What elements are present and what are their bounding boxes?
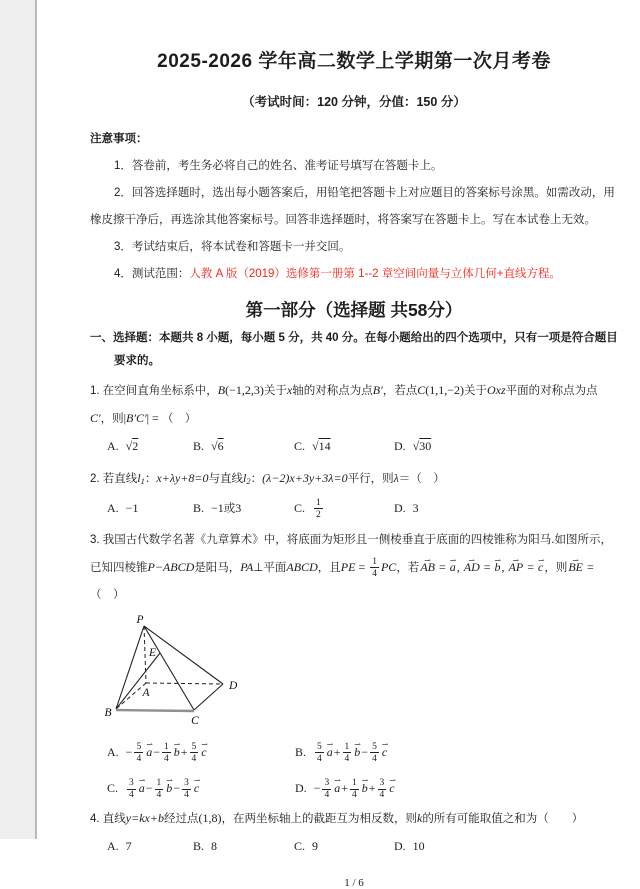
text-segment: 3. 我国古代数学名著《九章算术》中，将底面为矩形且一侧棱垂直于底面的四棱锥称为阳马.如图所示，已知四棱锥 [90, 534, 612, 574]
vector-term: ⇀ BE [568, 554, 583, 581]
fraction: $\frac{3}{4}$ [129, 777, 134, 801]
text-segment: ，且 [317, 562, 341, 574]
question-1-options [107, 433, 618, 461]
text-segment: 8 [211, 838, 218, 853]
option-c [294, 495, 394, 523]
text-segment: −1 [125, 501, 139, 515]
section-heading: 第一部分（选择题 共58分） [245, 300, 463, 320]
option-label: D. [394, 439, 406, 453]
vector-term: ⇀ b [362, 777, 368, 799]
fraction: $\frac{1}{2}$ [316, 497, 321, 520]
text-segment: 关于 [263, 385, 287, 397]
viewer-gutter [0, 0, 37, 839]
text-segment: 2 [246, 476, 251, 486]
text-segment: = [524, 560, 537, 574]
option-label: D. [394, 838, 406, 853]
option-d [295, 777, 618, 800]
option-label: C. [107, 781, 119, 796]
option-d [394, 495, 618, 523]
question-2-text [90, 465, 618, 495]
text-segment: 10 [412, 838, 425, 853]
text-segment: = [435, 560, 449, 574]
edge-bc [116, 710, 194, 711]
text-segment: 1. 在空间直角坐标系中， [90, 385, 218, 397]
text-segment: PE [340, 560, 356, 574]
option-a [107, 741, 295, 764]
text-segment: ，若 [396, 562, 420, 574]
radical: √14 [312, 439, 331, 453]
vector-term: ⇀ AD [464, 554, 480, 581]
text-segment: , [501, 560, 508, 574]
vector-term: ⇀ c [201, 741, 206, 763]
question-4-text [90, 805, 618, 833]
option-d [394, 833, 618, 861]
text-segment: 4．测试范围： [114, 268, 190, 280]
text-segment: 7 [125, 838, 132, 853]
vector-term: ⇀ b [354, 741, 360, 763]
vector-term: ⇀ a [146, 741, 152, 763]
edge-pb [116, 626, 144, 709]
fraction: $\frac{5}{4}$ [372, 741, 377, 764]
page-number: 1 / 6 [344, 876, 364, 889]
scope-highlight: 人教 A 版（2019）选修第一册第 1--2 章空间向量与立体几何+直线方程。 [189, 268, 561, 280]
text-segment: y=kx+b [125, 810, 164, 825]
question-3-text [90, 527, 618, 609]
text-segment: − [361, 745, 369, 759]
fraction: $\frac{1}{4}$ [344, 741, 350, 764]
vector-term: ⇀ AB [420, 554, 435, 581]
vector-term: ⇀ a [450, 554, 456, 581]
text-segment: ＝（ ） [398, 473, 445, 485]
text-segment: C′ [90, 411, 101, 425]
vertex-label-c: C [191, 715, 199, 727]
radical: √30 [412, 439, 432, 453]
fraction: $\frac{5}{4}$ [136, 741, 142, 764]
text-segment: 平行，则 [347, 473, 394, 485]
text-segment: PA [240, 560, 254, 574]
exam-time-score: （考试时间：120 分钟，分值：150 分） [242, 95, 466, 109]
vector-term: ⇀ a [334, 777, 340, 799]
question-1-text [90, 377, 618, 433]
vector-term: ⇀ b [495, 554, 501, 581]
exam-page [39, 0, 640, 889]
text-segment: （ ） [161, 413, 197, 425]
text-segment: − [145, 781, 153, 796]
text-segment: 的所有可能取值之和为（ ） [422, 812, 584, 825]
text-segment: x+λy+8=0 [156, 471, 209, 485]
text-segment: 与直线 [208, 473, 244, 485]
text-segment: | [123, 411, 127, 425]
text-segment: （ ） [90, 589, 125, 601]
text-segment: + [333, 745, 341, 759]
text-segment: 轴的对称点为点 [292, 385, 373, 397]
vertex-label-a: A [142, 687, 150, 699]
text-segment: 3 [412, 501, 419, 515]
text-segment: + [341, 781, 348, 796]
text-segment: Oxz [486, 383, 506, 397]
vertex-label-d: D [229, 680, 238, 692]
text-segment: l [243, 471, 247, 485]
fraction: $\frac{5}{4}$ [317, 741, 322, 764]
text-segment: 平面的对称点为点 [505, 385, 598, 397]
radical: √6 [211, 439, 224, 453]
text-segment: − [125, 745, 133, 759]
fraction: $\frac{1}{4}$ [163, 741, 169, 764]
fraction: $\frac{1}{4}$ [351, 777, 357, 801]
text-segment: ，在两坐标轴上的截距互为相反数，则 [221, 812, 417, 825]
option-a [107, 433, 193, 461]
pyramid-figure [96, 613, 618, 733]
text-segment: 3 [235, 501, 242, 515]
vector-term: ⇀ c [389, 777, 394, 799]
option-b [193, 495, 294, 523]
section-instruction: 一、选择题：本题共 8 小题，每小题 5 分，共 40 分。在每小题给出的四个选项中，只有一项是符合题目要求的。 [90, 332, 618, 367]
text-segment: 4. 直线 [90, 812, 126, 825]
text-segment: x [286, 383, 293, 397]
text-segment: PC [380, 560, 397, 574]
text-segment: − [153, 745, 160, 759]
fraction: $\frac{1}{4}$ [156, 777, 162, 801]
text-segment: (−1,2,3) [225, 383, 264, 397]
text-segment: 关于 [463, 385, 487, 397]
text-segment: = [584, 560, 594, 574]
notice-item-1: 1．答卷前，考生务必将自己的姓名、准考证号填写在答题卡上。 [114, 160, 443, 172]
option-a [107, 833, 193, 861]
text-segment: B [217, 383, 226, 397]
option-label: B. [193, 501, 205, 515]
option-label: B. [193, 838, 205, 853]
edge-be [116, 653, 160, 709]
text-segment: = [355, 560, 369, 574]
text-segment: 9 [312, 838, 319, 853]
option-d [394, 433, 618, 461]
text-segment: ⊥平面 [253, 562, 287, 574]
edge-dc [194, 684, 223, 710]
vertex-label-b: B [104, 707, 112, 719]
text-segment: 是阳马， [194, 562, 241, 574]
notice-item-4 [90, 261, 618, 288]
text-segment: 2. 若直线 [90, 473, 138, 485]
text-segment: (1,1,−2) [425, 383, 464, 397]
text-segment: , [456, 560, 463, 574]
text-segment: 经过点 [163, 812, 199, 825]
notice-item-2: 2．回答选择题时，选出每小题答案后，用铅笔把答题卡上对应题目的答案标号涂黑。如需改动，用橡皮擦干净后，再选涂其他答案标号。回答非选择题时，将答案写在答题卡上。写在本试卷上无效。 [90, 187, 615, 226]
vector-term: ⇀ AP [509, 554, 524, 581]
text-segment: 或 [223, 503, 236, 515]
vector-term: ⇀ a [139, 777, 145, 799]
text-segment: B′C′ [126, 411, 147, 425]
option-label: B. [295, 745, 307, 759]
option-c [107, 777, 295, 800]
pyramid-svg [96, 613, 264, 728]
text-segment: l [137, 471, 141, 485]
page-title: 2025-2026 学年高二数学上学期第一次月考卷 [157, 51, 551, 72]
option-b [193, 433, 294, 461]
option-label: D. [394, 501, 406, 515]
vector-term: ⇀ b [174, 741, 180, 763]
text-segment: − [173, 781, 181, 796]
text-segment: + [180, 745, 188, 759]
text-segment: k [416, 810, 423, 825]
text-segment: ，则 [100, 413, 124, 425]
fraction: $\frac{1}{4}$ [372, 556, 377, 579]
text-segment: C [417, 383, 426, 397]
text-segment: + [368, 781, 376, 796]
vector-term: ⇀ a [327, 741, 333, 763]
option-label: C. [294, 439, 306, 453]
notice-heading: 注意事项： [90, 133, 148, 145]
edge-pc [144, 626, 194, 710]
option-b [295, 741, 618, 764]
option-label: A. [107, 838, 119, 853]
question-2-options [107, 495, 618, 523]
text-segment: − [313, 781, 321, 796]
vertex-label-e: E [148, 647, 156, 659]
option-label: B. [193, 439, 205, 453]
text-segment: ，则 [544, 562, 568, 574]
option-label: A. [107, 501, 119, 515]
vector-term: ⇀ c [194, 777, 199, 799]
option-label: A. [107, 745, 119, 759]
vector-term: ⇀ c [538, 554, 543, 581]
text-segment: λ [393, 471, 399, 485]
text-segment: ，若点 [382, 385, 418, 397]
question-4-options [107, 833, 618, 861]
text-segment: ： [144, 473, 157, 485]
text-segment: P−ABCD [147, 560, 195, 574]
text-segment: (λ−2)x+3y+3λ=0 [262, 471, 348, 485]
text-segment: ： [250, 473, 263, 485]
text-segment: | = [146, 411, 162, 425]
option-label: C. [294, 838, 306, 853]
text-segment: −1 [211, 501, 224, 515]
radical: √2 [125, 439, 139, 453]
fraction: $\frac{5}{4}$ [191, 741, 197, 764]
vertex-label-p: P [136, 614, 144, 626]
text-segment: = [480, 560, 494, 574]
option-c [294, 833, 394, 861]
fraction: $\frac{3}{4}$ [324, 777, 330, 801]
option-label: C. [294, 501, 306, 515]
vector-term: ⇀ c [382, 741, 387, 763]
text-segment: ABCD [286, 560, 318, 574]
option-b [193, 833, 294, 861]
vector-term: ⇀ b [166, 777, 172, 799]
question-3-options [107, 741, 618, 801]
edge-ad-dashed [146, 683, 223, 684]
edge-pa-dashed [144, 626, 146, 683]
text-segment: 1 [140, 476, 145, 486]
option-a [107, 495, 193, 523]
option-c [294, 433, 394, 461]
fraction: $\frac{3}{4}$ [379, 777, 385, 801]
option-label: D. [295, 781, 307, 796]
fraction: $\frac{3}{4}$ [184, 777, 189, 801]
text-segment: B′ [372, 383, 383, 397]
notice-item-3: 3．考试结束后，将本试卷和答题卡一并交回。 [114, 241, 351, 253]
text-segment: (1,8) [198, 810, 222, 825]
option-label: A. [107, 439, 119, 453]
